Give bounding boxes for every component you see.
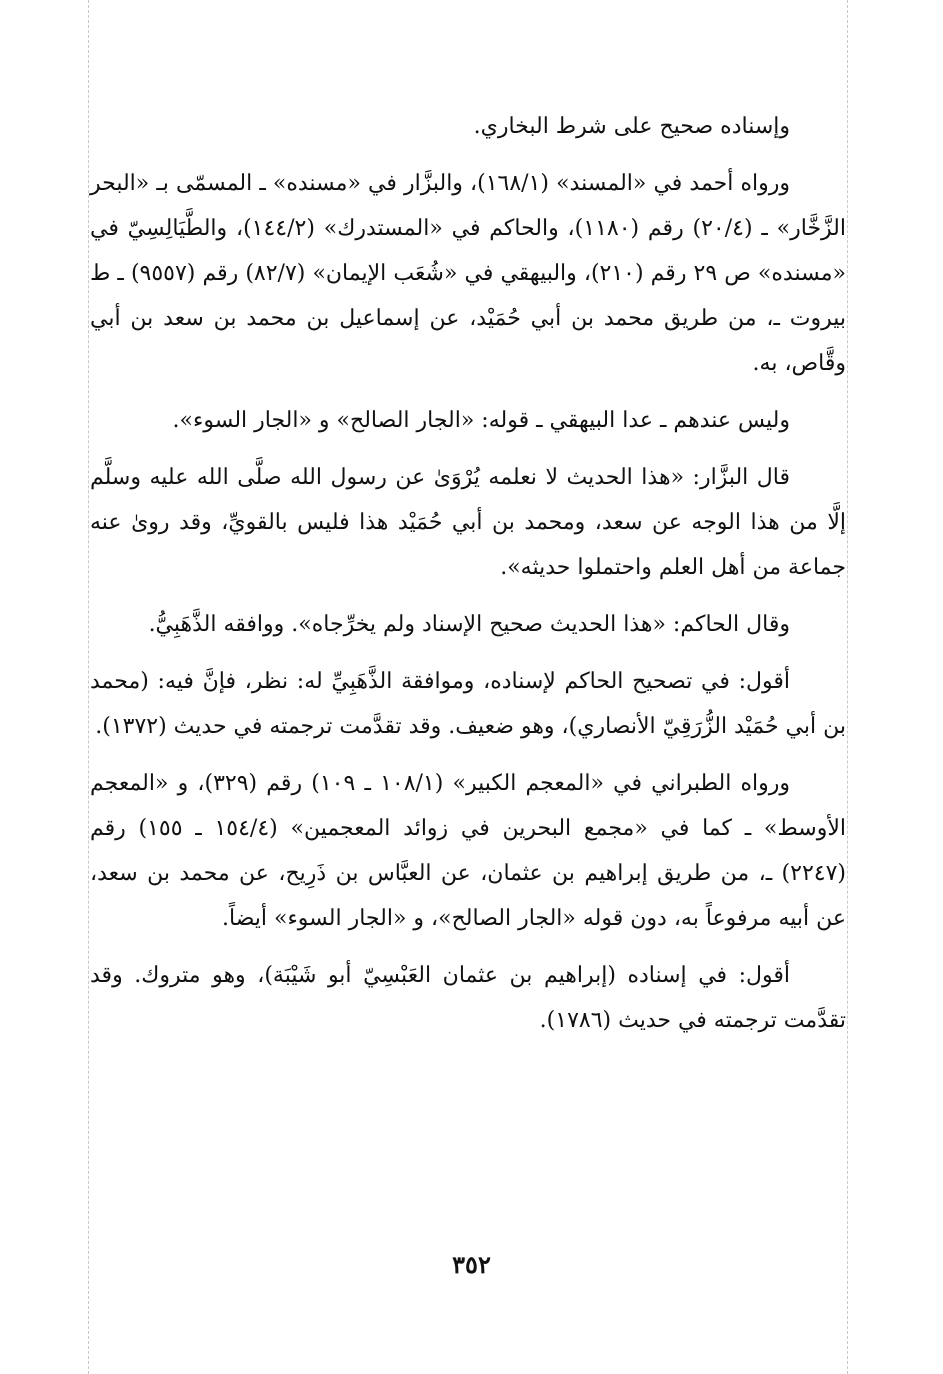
margin-guide-right: [847, 0, 848, 1374]
page-body: [90, 104, 846, 1055]
paragraph-2: ورواه أحمد في «المسند» (١٦٨/١)، والبزَّار في «مسنده» ـ المسمّى بـ «البحر الزَّخَّار» ـ (٢٠/٤) رقم (١١٨٠)، والحاكم في «المستدرك» (١٤٤/٢)، والطَّيَالِسِيّ في «مسنده» ص ٢٩ رقم (٢١٠)، والبيهقي في «شُعَب الإيمان» (٨٢/٧) رقم (٩٥٥٧) ـ ط بيروت ـ، من طريق محمد بن أبي حُمَيْد، عن إسماعيل بن محمد بن سعد بن أبي وقَّاص، به.: [90, 171, 846, 376]
paragraph-4: قال البزَّار: «هذا الحديث لا نعلمه يُرْوَىٰ عن رسول الله صلَّى الله عليه وسلَّم إلَّا من هذا الوجه عن سعد، ومحمد بن أبي حُمَيْد هذا فليس بالقويِّ، وقد روىٰ عنه جماعة من أهل العلم واحتملوا حديثه».: [90, 465, 846, 580]
paragraph-8: أقول: في إسناده (إبراهيم بن عثمان العَبْسِيّ أبو شَيْبَة)، وهو متروك. وقد تقدَّمت ترجمته في حديث (١٧٨٦).: [90, 963, 846, 1033]
paragraph-3: وليس عندهم ـ عدا البيهقي ـ قوله: «الجار الصالح» و «الجار السوء».: [172, 408, 790, 433]
paragraph-1: وإسناده صحيح على شرط البخاري.: [473, 114, 790, 139]
paragraph-7: ورواه الطبراني في «المعجم الكبير» (١٠٨/١ ـ ١٠٩) رقم (٣٢٩)، و «المعجم الأوسط» ـ كما في «مجمع البحرين في زوائد المعجمين» (١٥٤/٤ ـ ١٥٥) رقم (٢٢٤٧) ـ، من طريق إبراهيم بن عثمان، عن العبَّاس بن ذَرِيح، عن محمد بن سعد، عن أبيه مرفوعاً به، دون قوله «الجار الصالح»، و «الجار السوء» أيضاً.: [90, 771, 846, 931]
margin-guide-left: [88, 0, 89, 1374]
paragraph-6: أقول: في تصحيح الحاكم لإسناده، وموافقة الذَّهَبِيِّ له: نظر، فإنَّ فيه: (محمد بن أبي حُمَيْد الزُّرَقِيّ الأنصاري)، وهو ضعيف. وقد تقدَّمت ترجمته في حديث (١٣٧٢).: [90, 669, 846, 739]
paragraph-5: وقال الحاكم: «هذا الحديث صحيح الإسناد ولم يخرِّجاه». ووافقه الذَّهَبِيُّ.: [148, 612, 790, 637]
page-number: ٣٥٢: [452, 1250, 491, 1279]
